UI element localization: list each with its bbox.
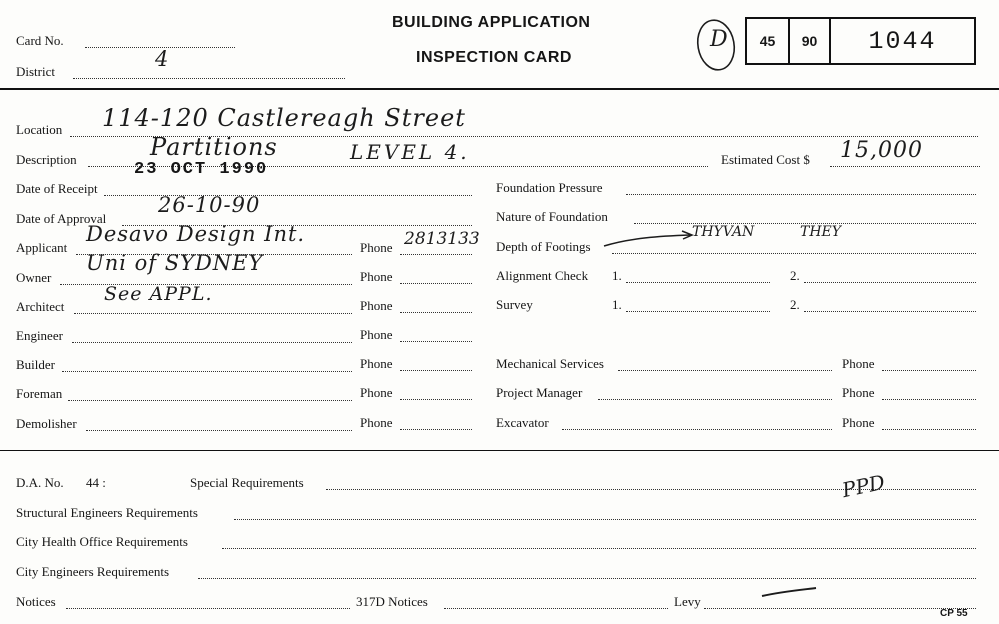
location-label: Location xyxy=(16,122,63,137)
depth-footings-note2: THEY xyxy=(800,224,842,240)
header-divider xyxy=(0,88,999,90)
date-receipt-label: Date of Receipt xyxy=(16,181,98,196)
excavator-phone-label: Phone xyxy=(842,415,875,430)
card-no-label: Card No. xyxy=(16,33,64,48)
circled-letter: D xyxy=(710,27,728,52)
survey-field-2[interactable] xyxy=(804,311,976,312)
survey-item1: 1. xyxy=(612,297,622,312)
excavator-phone-field[interactable] xyxy=(882,429,976,430)
notices-field[interactable] xyxy=(66,608,350,609)
demolisher-label: Demolisher xyxy=(16,416,77,431)
architect-value: See APPL. xyxy=(104,283,213,305)
number-box-b: 90 xyxy=(790,19,831,63)
alignment-item1: 1. xyxy=(612,268,622,283)
nature-foundation-label: Nature of Foundation xyxy=(496,209,608,224)
project-manager-phone-label: Phone xyxy=(842,385,875,400)
demolisher-phone-label: Phone xyxy=(360,415,393,430)
health-label: City Health Office Requirements xyxy=(16,534,188,549)
district-label: District xyxy=(16,64,55,79)
project-manager-phone-field[interactable] xyxy=(882,399,976,400)
special-req-label: Special Requirements xyxy=(190,475,304,490)
number-box-a: 45 xyxy=(747,19,790,63)
engineer-field[interactable] xyxy=(72,342,352,343)
mechanical-phone-field[interactable] xyxy=(882,370,976,371)
builder-label: Builder xyxy=(16,357,55,372)
notices317-label: 317D Notices xyxy=(356,594,428,609)
owner-label: Owner xyxy=(16,270,52,285)
city-eng-label: City Engineers Requirements xyxy=(16,564,170,579)
da-no-label: D.A. No. xyxy=(16,475,64,490)
foundation-pressure-label: Foundation Pressure xyxy=(496,180,603,195)
owner-phone-label: Phone xyxy=(360,269,393,284)
cp-code: CP 55 xyxy=(940,608,968,619)
excavator-field[interactable] xyxy=(562,429,832,430)
estimated-cost-value: 15,000 xyxy=(840,138,923,163)
alignment-label: Alignment Check xyxy=(496,268,589,283)
card-number-box xyxy=(745,17,976,65)
foreman-phone-label: Phone xyxy=(360,385,393,400)
notices317-field[interactable] xyxy=(444,608,668,609)
project-manager-field[interactable] xyxy=(598,399,832,400)
estimated-cost-field[interactable] xyxy=(830,166,980,167)
district-value: 4 xyxy=(155,47,170,71)
survey-field-1[interactable] xyxy=(626,311,770,312)
applicant-value: Desavo Design Int. xyxy=(86,222,306,246)
engineer-phone-label: Phone xyxy=(360,327,393,342)
foreman-field[interactable] xyxy=(68,400,352,401)
footer-divider xyxy=(0,450,999,451)
foreman-phone-field[interactable] xyxy=(400,399,472,400)
levy-label: Levy xyxy=(674,594,701,609)
mechanical-field[interactable] xyxy=(618,370,832,371)
applicant-phone-label: Phone xyxy=(360,240,393,255)
levy-field[interactable] xyxy=(704,608,976,609)
mechanical-phone-label: Phone xyxy=(842,356,875,371)
date-approval-value: 26-10-90 xyxy=(158,193,261,217)
owner-value: Uni of SYDNEY xyxy=(86,251,264,275)
excavator-label: Excavator xyxy=(496,415,549,430)
survey-label: Survey xyxy=(496,297,533,312)
applicant-phone-field[interactable] xyxy=(400,254,472,255)
estimated-cost-label: Estimated Cost $ xyxy=(721,152,810,167)
project-manager-label: Project Manager xyxy=(496,385,583,400)
survey-item2: 2. xyxy=(790,297,800,312)
date-receipt-stamp: 23 OCT 1990 xyxy=(134,160,269,179)
demolisher-field[interactable] xyxy=(86,430,352,431)
applicant-label: Applicant xyxy=(16,240,68,255)
structural-field[interactable] xyxy=(234,519,976,520)
health-field[interactable] xyxy=(222,548,976,549)
alignment-item2: 2. xyxy=(790,268,800,283)
depth-footings-note1: THYVAN xyxy=(692,224,755,240)
owner-phone-field[interactable] xyxy=(400,283,472,284)
date-approval-label: Date of Approval xyxy=(16,211,107,226)
architect-phone-label: Phone xyxy=(360,298,393,313)
architect-label: Architect xyxy=(16,299,65,314)
engineer-label: Engineer xyxy=(16,328,63,343)
builder-field[interactable] xyxy=(62,371,352,372)
architect-field[interactable] xyxy=(74,313,352,314)
description-label: Description xyxy=(16,152,77,167)
special-req-note: PPD xyxy=(839,469,887,503)
architect-phone-field[interactable] xyxy=(400,312,472,313)
foreman-label: Foreman xyxy=(16,386,63,401)
applicant-phone-value: 2813133 xyxy=(404,229,480,249)
title-line2: INSPECTION CARD xyxy=(416,49,572,66)
title-line1: BUILDING APPLICATION xyxy=(392,14,591,31)
district-field[interactable] xyxy=(73,78,345,79)
levy-dash-mark xyxy=(760,584,820,600)
engineer-phone-field[interactable] xyxy=(400,341,472,342)
da-no-value: 44 : xyxy=(86,475,106,490)
demolisher-phone-field[interactable] xyxy=(400,429,472,430)
notices-label: Notices xyxy=(16,594,56,609)
structural-label: Structural Engineers Requirements xyxy=(16,505,198,520)
card-number: 1044 xyxy=(868,26,937,56)
depth-footings-field[interactable] xyxy=(612,253,976,254)
description-value: Partitions xyxy=(150,133,278,161)
depth-footings-label: Depth of Footings xyxy=(496,239,591,254)
foundation-pressure-field[interactable] xyxy=(626,194,976,195)
builder-phone-field[interactable] xyxy=(400,370,472,371)
location-value: 114-120 Castlereagh Street xyxy=(102,104,466,132)
builder-phone-label: Phone xyxy=(360,356,393,371)
mechanical-label: Mechanical Services xyxy=(496,356,604,371)
alignment-field-1[interactable] xyxy=(626,282,770,283)
alignment-field-2[interactable] xyxy=(804,282,976,283)
description-level: LEVEL 4. xyxy=(350,140,470,164)
city-eng-field[interactable] xyxy=(198,578,976,579)
